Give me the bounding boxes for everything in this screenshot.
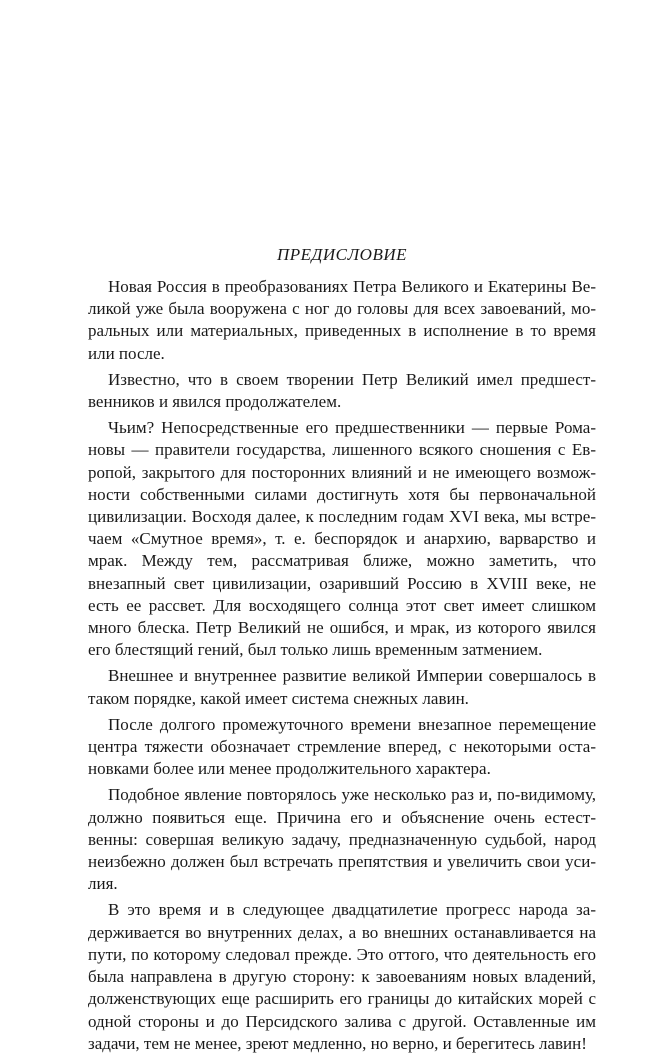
- paragraph-5: После долгого промежуточного времени внезапное перемещение центра тяжести обозначает стремление вперед, с некоторыми остановками более или менее продолжительного характера.: [88, 714, 596, 779]
- paragraph-1: Новая Россия в преобразованиях Петра Великого и Екатерины Великой уже была вооружена с ног до головы для всех завоеваний, моральных или материальных, приведенных в исполнение в то время или после.: [88, 277, 596, 363]
- page-content: [88, 243, 596, 1059]
- paragraph-4: Внешнее и внутреннее развитие великой Империи совершалось в таком порядке, какой имеет система снежных лавин.: [88, 666, 596, 708]
- page-title: ПРЕДИСЛОВИЕ: [276, 245, 408, 264]
- paragraph-2: Известно, что в своем творении Петр Великий имел предшественников и явился продолжателем.: [88, 369, 596, 412]
- paragraph-3: Чьим? Непосредственные его предшественники — первые Романовы — правители государства, лишенного всякого сношения с Европой, закрытого для посторонних влияний и не имеющего возможности собственными силами достигнуть хотя бы первоначальной цивилизации. Восходя далее, к последним годам XVI века, мы встречаем «Смутное время», т. е. беспорядок и анархию, варварство и мрак. Между тем, рассматривая ближе, можно заметить, что внезапный свет цивилизации, озаривший Россию в XVIII веке, не есть ее рассвет. Для восходящего солнца этот свет имеет слишком много блеска. Петр Великий не ошибся, и мрак, из которого явился его блестящий гений, был только лишь временным затмением.: [88, 418, 596, 660]
- paragraph-6: Подобное явление повторялось уже несколько раз и, по-видимому, должно появиться еще. Причина его и объяснение очень естественны: совершая великую задачу, предназначенную судьбой, народ неизбежно должен был встречать препятствия и увеличить свои усилия.: [88, 785, 596, 894]
- paragraph-7: В это время и в следующее двадцатилетие прогресс народа задерживается во внутренних делах, а во внешних останавливается на пути, по которому следовал прежде. Это оттого, что деятельность его была направлена в другую сторону: к завоеваниям новых владений, долженствующих еще расширить его границы до китайских морей с одной стороны и до Персидского залива с другой. Оставленные им задачи, тем не менее, зреют медленно, но верно, и берегитесь лавин!: [88, 900, 596, 1053]
